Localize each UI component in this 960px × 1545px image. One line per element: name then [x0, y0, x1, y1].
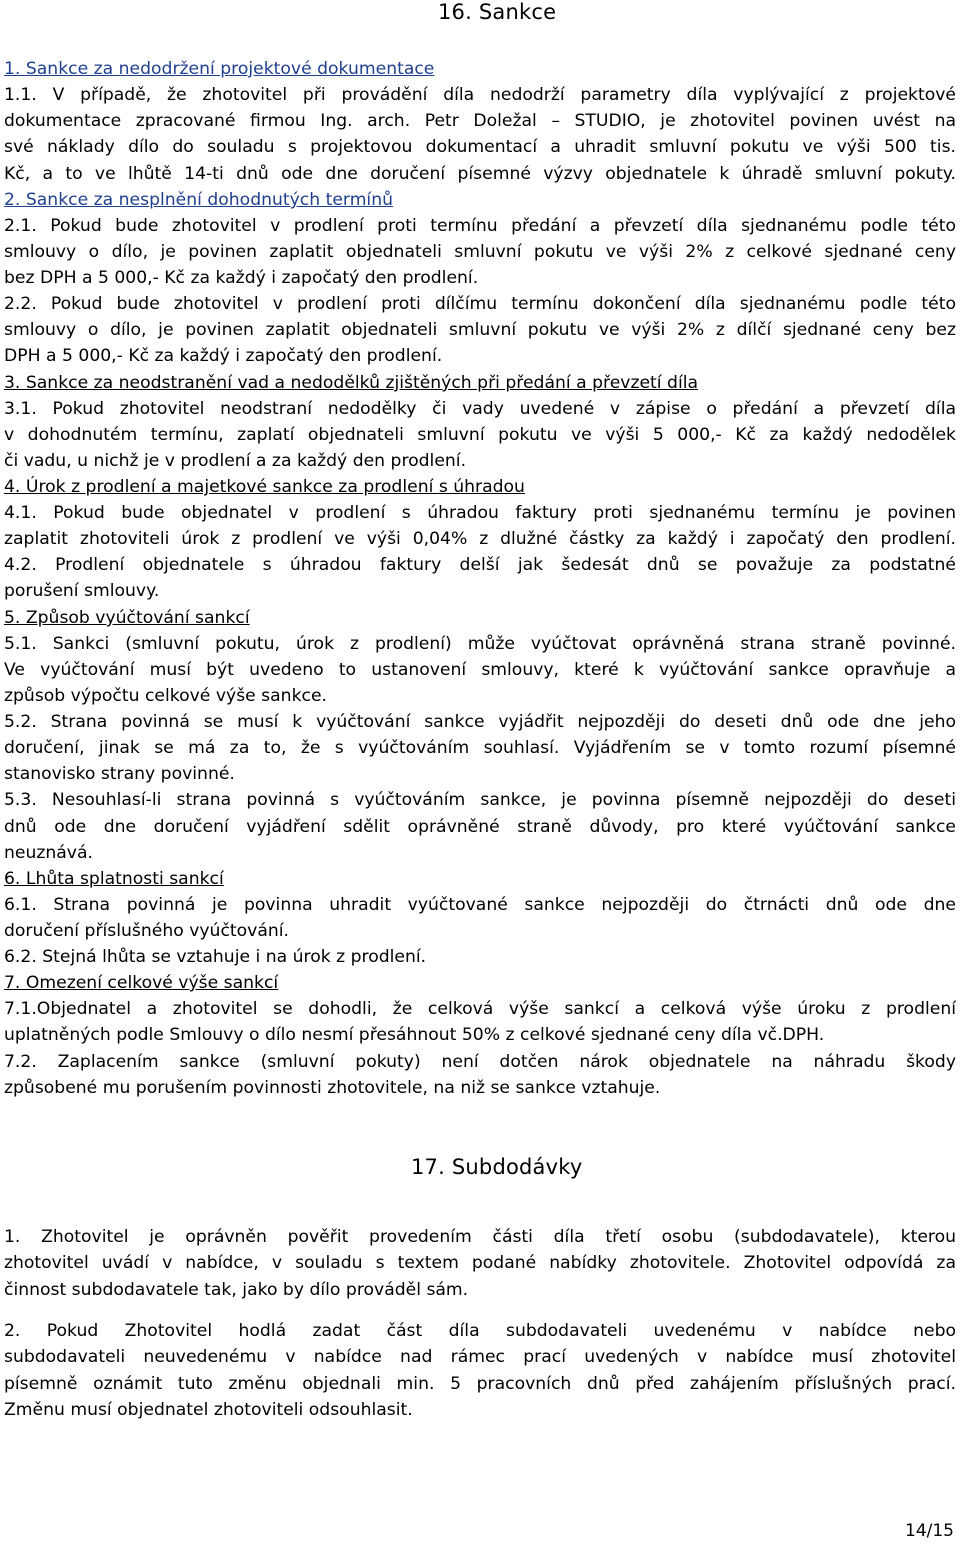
text-line: smlouvy o dílo, je povinen zaplatit objednateli smluvní pokutu ve výši 2% z dílčí sjednané ceny bez: [4, 320, 956, 340]
text-line: 4.2. Prodlení objednatele s úhradou faktury delší jak šedesát dnů se považuje za podstatné: [4, 555, 956, 575]
text-line: 4.1. Pokud bude objednatel v prodlení s úhradou faktury proti sjednanému termínu je povinen: [4, 503, 956, 523]
heading-5: 5. Způsob vyúčtování sankcí: [4, 608, 250, 628]
text-line: smlouvy o dílo, je povinen zaplatit objednateli smluvní pokutu ve výši 2% z celkové sjednané ceny: [4, 242, 956, 262]
text-line: dokumentace zpracované firmou Ing. arch. Petr Doležal – STUDIO, je zhotovitel povinen uvést na: [4, 111, 956, 131]
section-16-title: 16. Sankce: [438, 0, 557, 24]
text-line: činnost subdodavatele tak, jako by dílo prováděl sám.: [4, 1280, 469, 1300]
text-line: či vadu, u nichž je v prodlení a za každý den prodlení.: [4, 451, 467, 471]
text-line: Kč, a to ve lhůtě 14-ti dnů ode dne doručení písemné výzvy objednatele k úhradě smluvní pokuty.: [4, 164, 956, 184]
text-line: 5.1. Sankci (smluvní pokutu, úrok z prodlení) může vyúčtovat oprávněná strana straně povinné.: [4, 634, 956, 654]
text-line: Změnu musí objednatel zhotoviteli odsouhlasit.: [4, 1400, 413, 1420]
text-line: 5.3. Nesouhlasí-li strana povinná s vyúčtováním sankce, je povinna písemně nejpozději do deseti: [4, 790, 956, 810]
text-line: písemně oznámit tuto změnu objednali min. 5 pracovních dnů před zahájením příslušných prací.: [4, 1374, 956, 1394]
text-line: 2.1. Pokud bude zhotovitel v prodlení proti termínu předání a převzetí díla sjednanému podle této: [4, 216, 956, 236]
text-line: 1. Zhotovitel je oprávněn pověřit provedením části díla třetí osobu (subdodavatele), kterou: [4, 1227, 956, 1247]
text-line: 6.1. Strana povinná je povinna uhradit vyúčtované sankce nejpozději do čtrnácti dnů ode dne: [4, 895, 956, 915]
text-line: doručení, jinak se má za to, že s vyúčtováním souhlasí. Vyjádřením se v tomto rozumí písemné: [4, 738, 956, 758]
text-line: 7.1.Objednatel a zhotovitel se dohodli, že celková výše sankcí a celková výše úroku z prodlení: [4, 999, 956, 1019]
text-line: 1.1. V případě, že zhotovitel při provádění díla nedodrží parametry díla vyplývající z projektové: [4, 85, 956, 105]
text-line: dnů ode dne doručení vyjádření sdělit oprávněné straně důvody, pro které vyúčtování sankce: [4, 817, 956, 837]
heading-3: 3. Sankce za neodstranění vad a nedodělků zjištěných při předání a převzetí díla: [4, 373, 699, 393]
heading-1: 1. Sankce za nedodržení projektové dokumentace: [4, 59, 435, 79]
text-line: 3.1. Pokud zhotovitel neodstraní nedodělky či vady uvedené v zápise o předání a převzetí díla: [4, 399, 956, 419]
text-line: 5.2. Strana povinná se musí k vyúčtování sankce vyjádřit nejpozději do deseti dnů ode dne jeho: [4, 712, 956, 732]
text-line: v dohodnutém termínu, zaplatí objednateli smluvní pokutu ve výši 5 000,- Kč za každý nedodělek: [4, 425, 956, 445]
text-line: stanovisko strany povinné.: [4, 764, 235, 784]
text-line: DPH a 5 000,- Kč za každý i započatý den prodlení.: [4, 346, 443, 366]
text-line: bez DPH a 5 000,- Kč za každý i započatý den prodlení.: [4, 268, 479, 288]
text-line: způsobené mu porušením povinnosti zhotovitele, na niž se sankce vztahuje.: [4, 1078, 661, 1098]
text-line: zaplatit zhotoviteli úrok z prodlení ve výši 0,04% z dlužné částky za každý i započatý den prodlení.: [4, 529, 956, 549]
text-line: 7.2. Zaplacením sankce (smluvní pokuty) není dotčen nárok objednatele na náhradu škody: [4, 1052, 956, 1072]
text-line: neuznává.: [4, 843, 93, 863]
text-line: zhotovitel uvádí v nabídce, v souladu s textem podané nabídky zhotovitele. Zhotovitel odpovídá za: [4, 1253, 956, 1273]
text-line: způsob výpočtu celkové výše sankce.: [4, 686, 328, 706]
text-line: Ve vyúčtování musí být uvedeno to ustanovení smlouvy, které k vyúčtování sankce opravňuje a: [4, 660, 956, 680]
text-line: své náklady dílo do souladu s projektovou dokumentací a uhradit smluvní pokutu ve výši 500 tis.: [4, 137, 956, 157]
heading-6: 6. Lhůta splatnosti sankcí: [4, 869, 224, 889]
heading-4: 4. Úrok z prodlení a majetkové sankce za prodlení s úhradou: [4, 477, 525, 497]
heading-7: 7. Omezení celkové výše sankcí: [4, 973, 279, 993]
text-line: subdodavateli neuvedenému v nabídce nad rámec prací uvedených v nabídce musí zhotovitel: [4, 1347, 956, 1367]
section-17-title: 17. Subdodávky: [411, 1155, 583, 1179]
text-line: porušení smlouvy.: [4, 581, 160, 601]
text-line: 2.2. Pokud bude zhotovitel v prodlení proti dílčímu termínu dokončení díla sjednanému podle této: [4, 294, 956, 314]
text-line: uplatněných podle Smlouvy o dílo nesmí přesáhnout 50% z celkové sjednané ceny díla vč.DPH.: [4, 1025, 825, 1045]
heading-2: 2. Sankce za nesplnění dohodnutých termínů: [4, 190, 393, 210]
text-line: 2. Pokud Zhotovitel hodlá zadat část díla subdodavateli uvedenému v nabídce nebo: [4, 1321, 956, 1341]
text-line: 6.2. Stejná lhůta se vztahuje i na úrok z prodlení.: [4, 947, 427, 967]
page-number: 14/15: [905, 1521, 954, 1541]
text-line: doručení příslušného vyúčtování.: [4, 921, 289, 941]
